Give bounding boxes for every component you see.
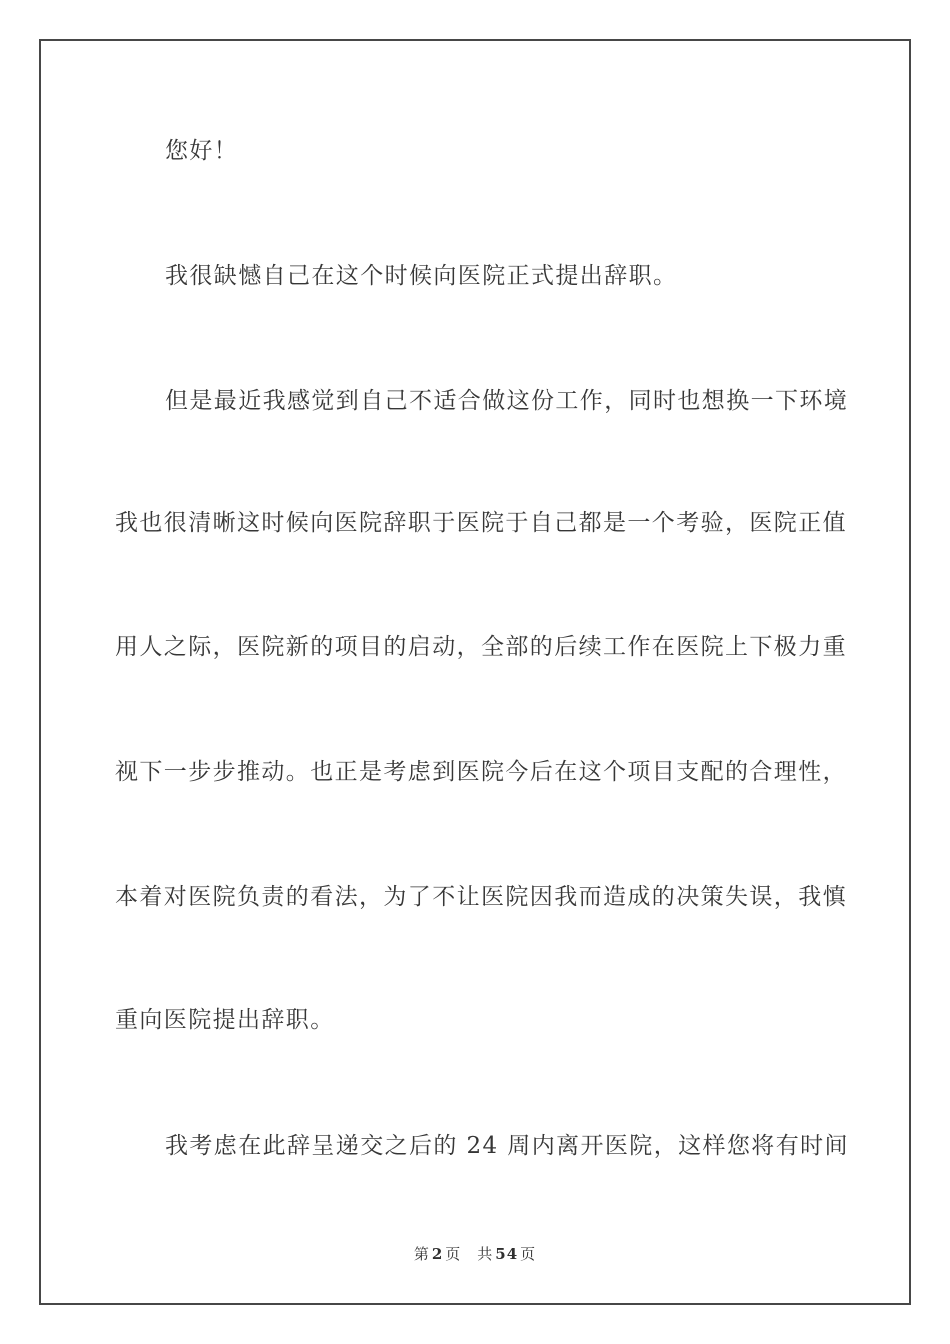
footer-page-label-prefix: 第 — [413, 1245, 430, 1263]
footer-current-page: 2 — [431, 1245, 444, 1263]
footer-total-label-prefix: 共 — [477, 1245, 494, 1263]
text-line: 本着对医院负责的看法，为了不让医院因我而造成的决策失误，我慎 — [115, 884, 847, 910]
text-line: 重向医院提出辞职。 — [115, 1007, 335, 1033]
footer-page-label-suffix: 页 — [445, 1245, 462, 1263]
text-line: 我也很清晰这时候向医院辞职于医院于自己都是一个考验，医院正值 — [115, 510, 847, 536]
text-line: 但是最近我感觉到自己不适合做这份工作，同时也想换一下环境 — [165, 388, 849, 414]
text-line: 用人之际，医院新的项目的启动，全部的后续工作在医院上下极力重 — [115, 634, 847, 660]
footer-total-label-suffix: 页 — [520, 1245, 537, 1263]
text-line: 我考虑在此辞呈递交之后的 24 周内离开医院，这样您将有时间 — [165, 1133, 849, 1159]
text-line: 我很缺憾自己在这个时候向医院正式提出辞职。 — [165, 263, 678, 289]
text-line: 您好！ — [165, 138, 239, 164]
document-page-border — [39, 39, 911, 1305]
text-line: 视下一步步推动。也正是考虑到医院今后在这个项目支配的合理性， — [115, 759, 847, 785]
page-footer — [0, 1243, 950, 1264]
footer-total-pages: 54 — [495, 1245, 519, 1263]
